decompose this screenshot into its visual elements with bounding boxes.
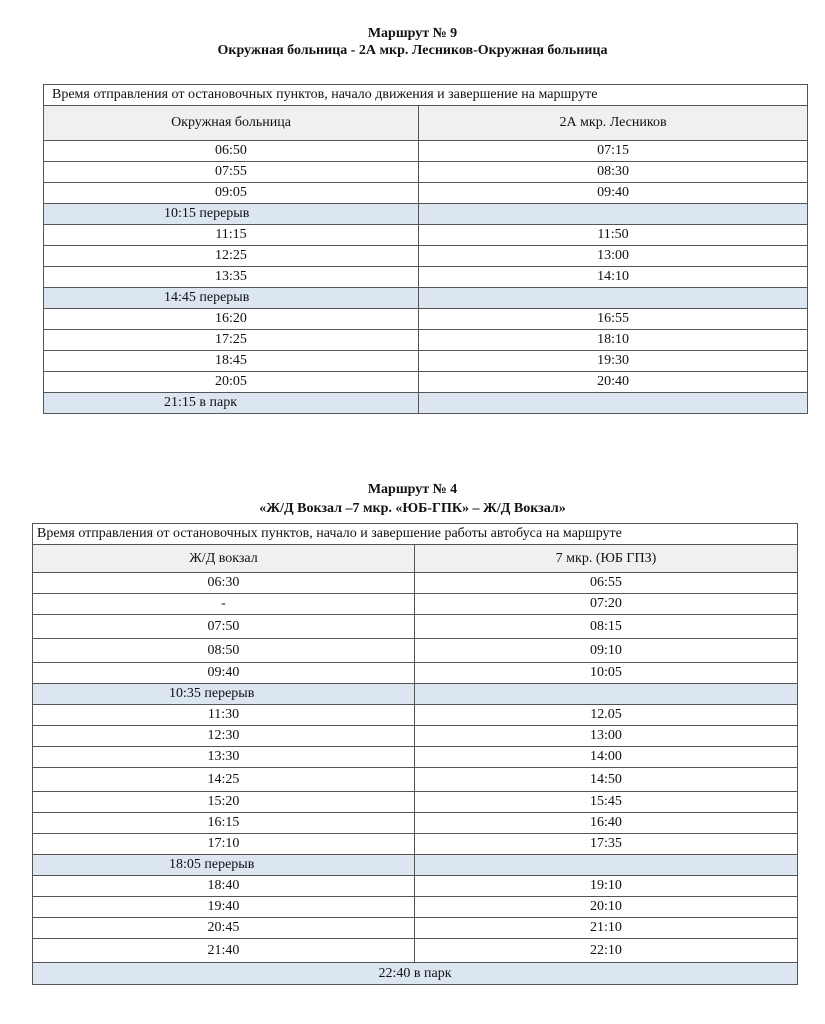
table-cell: 12.05: [415, 705, 798, 726]
route9-subtitle: Окружная больница - 2А мкр. Лесников-Окружная больница: [217, 43, 608, 58]
table-cell: 08:15: [415, 615, 798, 639]
table-cell: 22:10: [415, 939, 798, 963]
table-cell: 16:15: [33, 813, 415, 834]
table-cell: 07:50: [33, 615, 415, 639]
table-cell: 19:10: [415, 876, 798, 897]
route9-caption: Время отправления от остановочных пунктов, начало движения и завершение на маршруте: [44, 85, 808, 106]
table-cell: 17:10: [33, 834, 415, 855]
table-cell: 20:45: [33, 918, 415, 939]
table-cell: 16:20: [44, 309, 419, 330]
table-cell: 20:10: [415, 897, 798, 918]
route4-col1-header: Ж/Д вокзал: [33, 545, 415, 573]
route4-footer-park: 22:40 в парк: [33, 963, 798, 985]
park-cell: 21:15 в парк: [44, 393, 419, 414]
table-cell: 19:40: [33, 897, 415, 918]
table-cell: 18:45: [44, 351, 419, 372]
table-cell: [415, 684, 798, 705]
table-cell: 08:30: [419, 162, 808, 183]
break-cell: 10:35 перерыв: [33, 684, 415, 705]
table-cell: 06:50: [44, 141, 419, 162]
route4-col2-header: 7 мкр. (ЮБ ГПЗ): [415, 545, 798, 573]
route4-subtitle: «Ж/Д Вокзал –7 мкр. «ЮБ-ГПК» – Ж/Д Вокзал»: [259, 501, 566, 516]
route9-title: Маршрут № 9: [367, 26, 458, 41]
route4-title: Маршрут № 4: [367, 482, 458, 497]
table-cell: 06:55: [415, 573, 798, 594]
table-cell: [419, 288, 808, 309]
route9-schedule-table: [43, 84, 808, 414]
table-cell: 09:40: [419, 183, 808, 204]
table-cell: 14:25: [33, 768, 415, 792]
table-cell: 20:05: [44, 372, 419, 393]
table-cell: 09:10: [415, 639, 798, 663]
table-cell: 06:30: [33, 573, 415, 594]
table-cell: 12:30: [33, 726, 415, 747]
table-cell: 16:40: [415, 813, 798, 834]
table-cell: 11:50: [419, 225, 808, 246]
table-cell: 18:40: [33, 876, 415, 897]
table-cell: 15:20: [33, 792, 415, 813]
table-cell: 12:25: [44, 246, 419, 267]
table-cell: 21:40: [33, 939, 415, 963]
break-cell: 14:45 перерыв: [44, 288, 419, 309]
route9-col2-header: 2А мкр. Лесников: [419, 106, 808, 141]
table-cell: 17:25: [44, 330, 419, 351]
table-cell: 14:50: [415, 768, 798, 792]
table-cell: [419, 393, 808, 414]
table-cell: 21:10: [415, 918, 798, 939]
table-cell: 08:50: [33, 639, 415, 663]
table-cell: 07:15: [419, 141, 808, 162]
table-cell: 09:40: [33, 663, 415, 684]
table-cell: 15:45: [415, 792, 798, 813]
table-cell: 20:40: [419, 372, 808, 393]
table-cell: 07:20: [415, 594, 798, 615]
break-cell: 10:15 перерыв: [44, 204, 419, 225]
table-cell: 11:15: [44, 225, 419, 246]
table-cell: 09:05: [44, 183, 419, 204]
table-cell: [415, 855, 798, 876]
table-cell: 14:10: [419, 267, 808, 288]
route4-caption: Время отправления от остановочных пунктов, начало и завершение работы автобуса на маршруте: [33, 524, 798, 545]
table-cell: [419, 204, 808, 225]
break-cell: 18:05 перерыв: [33, 855, 415, 876]
table-cell: 13:35: [44, 267, 419, 288]
table-cell: 17:35: [415, 834, 798, 855]
table-cell: 13:00: [415, 726, 798, 747]
table-cell: 14:00: [415, 747, 798, 768]
table-cell: -: [33, 594, 415, 615]
route4-schedule-table: [32, 523, 798, 985]
table-cell: 07:55: [44, 162, 419, 183]
table-cell: 11:30: [33, 705, 415, 726]
route9-col1-header: Окружная больница: [44, 106, 419, 141]
table-cell: 18:10: [419, 330, 808, 351]
table-cell: 13:00: [419, 246, 808, 267]
table-cell: 13:30: [33, 747, 415, 768]
table-cell: 10:05: [415, 663, 798, 684]
table-cell: 16:55: [419, 309, 808, 330]
table-cell: 19:30: [419, 351, 808, 372]
